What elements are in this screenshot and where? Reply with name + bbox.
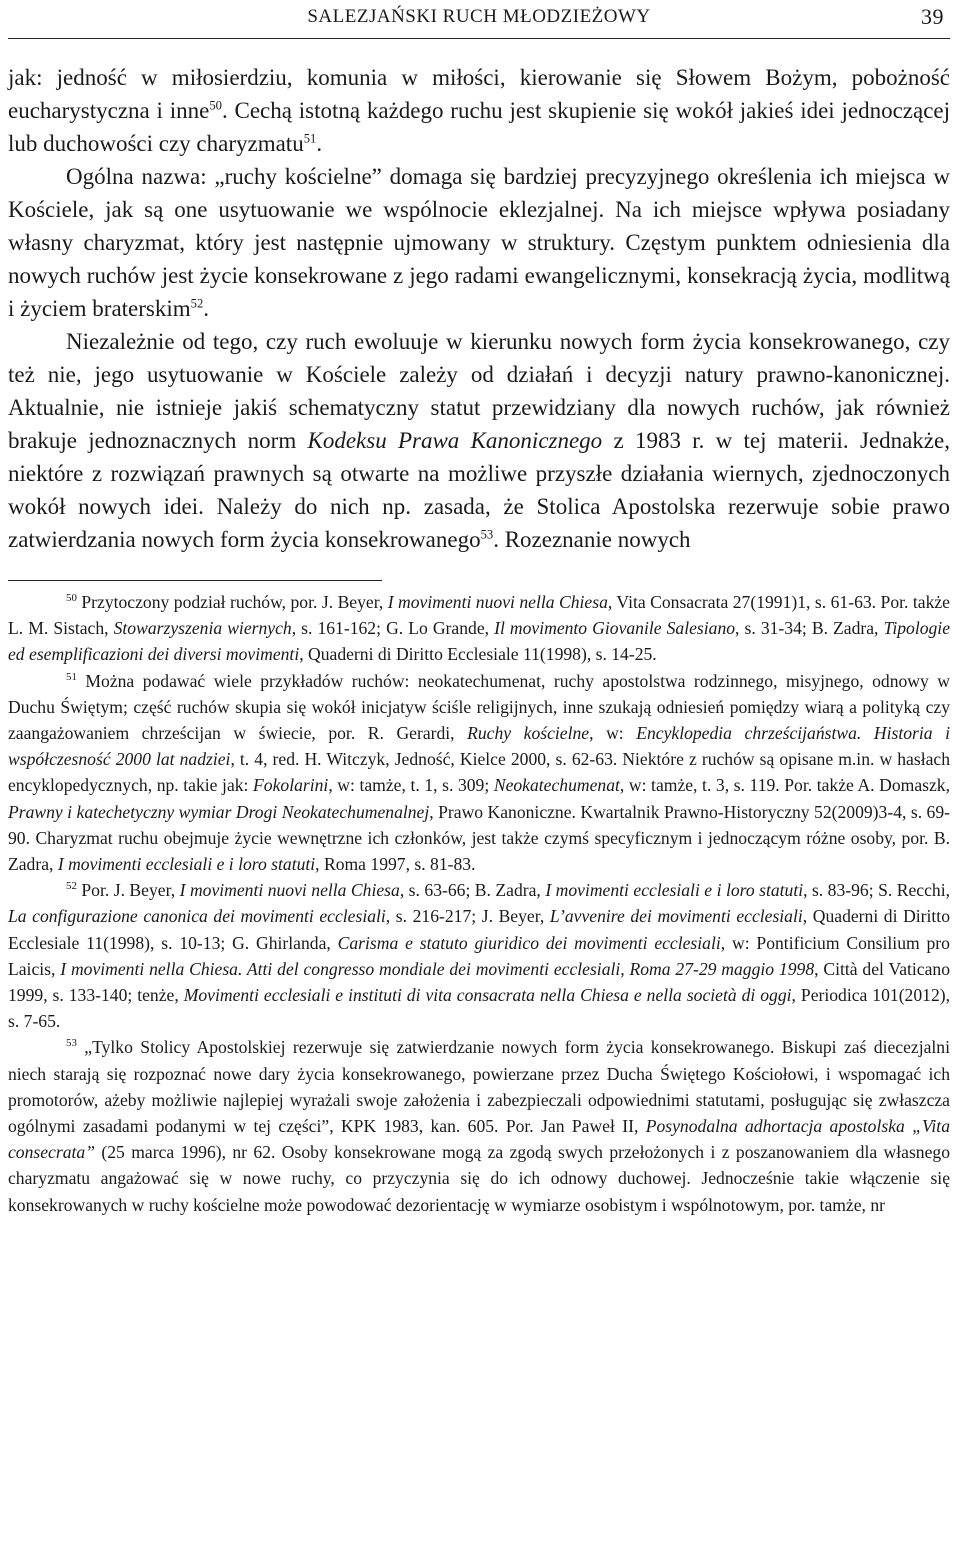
text-run: , w:	[589, 723, 637, 744]
paragraph	[8, 160, 950, 325]
text-run: , Quaderni di Diritto Ecclesiale 11(1998), s. 14-25.	[299, 644, 657, 665]
italic-run: Ruchy kościelne	[467, 723, 590, 744]
footnote-ref: 52	[190, 296, 204, 311]
text-run: .	[203, 296, 210, 321]
footnote-ref: 51	[303, 131, 317, 146]
page-number: 39	[921, 4, 944, 29]
footnote-ref: 50	[209, 98, 222, 113]
italic-run: Movimenti ecclesiali e instituti di vita consacrata nella Chiesa e nella società di oggi	[183, 985, 792, 1006]
text-run: Przytoczony podział ruchów, por. J. Beyer,	[76, 592, 388, 612]
book-page	[8, 0, 950, 1218]
italic-run: I movimenti nella Chiesa. Atti del congresso mondiale dei movimenti ecclesiali, Roma 27-29 maggio 1998	[60, 958, 815, 979]
footnote-52	[8, 877, 950, 1034]
footnotes	[8, 589, 950, 1218]
text-run: , Periodica 101(2012), s. 7-65.	[8, 985, 951, 1032]
footnote-ref: 53	[66, 1037, 77, 1050]
italic-run: I movimenti ecclesiali e i loro statuti	[545, 880, 804, 901]
italic-run: Fokolarini	[253, 775, 329, 796]
italic-run: I movimenti ecclesiali e i loro statuti	[57, 854, 316, 875]
footnote-51	[8, 668, 950, 878]
text-run: , s. 31-34; B. Zadra,	[735, 618, 884, 639]
text-run: Por. J. Beyer,	[76, 880, 180, 901]
italic-run: I movimenti nuovi nella Chiesa	[387, 592, 608, 612]
text-run: , Roma 1997, s. 81-83.	[315, 854, 476, 875]
main-text	[8, 61, 950, 556]
italic-run: Tipologie ed esemplificazioni dei diversi movimenti	[8, 618, 951, 665]
footnote-separator	[8, 580, 382, 581]
italic-run: Posynodalna adhortacja apostolska „Vita consecrata”	[8, 1116, 950, 1163]
footnote-50	[8, 589, 950, 668]
text-run: „Tylko Stolicy Apostolskiej rezerwuje się zatwierdzanie nowych form życia konsekrowanego. Biskupi zaś diecezjalni niech starają się rozpoznać nowe dary życia konsekrowanego, powierzane przez Ducha Świętego Kościołowi, i wspomagać ich promotorów, ażeby możliwie najlepiej wyrażali swoje założenia i zabezpieczali odpowiednimi statutami, posługując się zwłaszcza ogólnymi zasadami podanymi w tej części”, KPK 1983, kan. 605. Por. Jan Paweł II,	[8, 1037, 950, 1137]
text-run: , Vita Consacrata 27(1991)1, s. 61-63. Por. także L. M. Sistach,	[8, 592, 950, 639]
text-run: , s. 161-162; G. Lo Grande,	[291, 618, 495, 639]
text-run: , t. 4, red. H. Witczyk, Jedność, Kielce 2000, s. 62-63. Niektóre z ruchów są opisane m.in. w hasłach encyklopedycznych, np. takie jak:	[8, 749, 950, 796]
italic-run: Il movimento Giovanile Salesiano	[494, 618, 736, 639]
text-run: , Prawo Kanoniczne. Kwartalnik Prawno-Historyczny 52(2009)3-4, s. 69-90. Charyzmat ruchu obejmuje życie wewnętrzne ich członków, jest także czymś specyficznym i jednoczącym różne osoby, por. B. Zadra,	[8, 801, 950, 875]
italic-run: Carisma e statuto giuridico dei movimenti ecclesiali	[337, 932, 721, 953]
italic-run: Kodeksu Prawa Kanonicznego	[307, 428, 603, 453]
text-run: . Rozeznanie nowych	[493, 527, 691, 552]
text-run: , s. 216-217; J. Beyer,	[385, 906, 550, 927]
text-run: Można podawać wiele przykładów ruchów: neokatechumenat, ruchy apostolstwa rodzinnego, misyjnego, odnowy w Duchu Świętym; część ruchów skupia się wokół inicjatyw ściśle religijnych, inne szukają odniesień pomiędzy wiarą a polityką czy zaangażowaniem chrześcijan w świecie, por. R. Gerardi,	[8, 670, 950, 744]
footnote-ref: 51	[66, 670, 77, 683]
text-run: , w: tamże, t. 1, s. 309;	[328, 775, 494, 796]
text-run: , w: tamże, t. 3, s. 119. Por. także A. Domaszk,	[619, 775, 951, 796]
text-run: . Cechą istotną każdego ruchu jest skupienie się wokół jakieś idei jednoczącej lub duchowości czy charyzmatu	[8, 98, 950, 156]
running-header	[8, 0, 950, 39]
italic-run: Encyklopedia chrześcijaństwa. Historia i współczesność 2000 lat nadziei	[8, 723, 950, 770]
paragraph	[8, 325, 950, 556]
footnote-ref: 50	[66, 592, 77, 605]
italic-run: La configurazione canonica dei movimenti ecclesiali	[8, 906, 386, 927]
text-run: , Città del Vaticano 1999, s. 133-140; tenże,	[8, 958, 950, 1006]
running-header-title: SALEZJAŃSKI RUCH MŁODZIEŻOWY	[307, 6, 651, 27]
text-run: , s. 83-96; S. Recchi,	[803, 880, 950, 901]
text-run: z 1983 r. w tej materii. Jednakże, niektóre z rozwiązań prawnych są otwarte na możliwe przyszłe działania wiernych, zjednoczonych wokół nowych idei. Należy do nich np. zasada, że Stolica Apostolska rezerwuje sobie prawo zatwierdzania nowych form życia konsekrowanego	[8, 428, 950, 552]
text-run: Niezależnie od tego, czy ruch ewoluuje w kierunku nowych form życia konsekrowanego, czy też nie, jego usytuowanie w Kościele zależy od działań i decyzji natury prawno-kanonicznej. Aktualnie, nie istnieje jakiś schematyczny statut przewidziany dla nowych ruchów, jak również brakuje jednoznacznych norm	[8, 329, 950, 453]
italic-run: I movimenti nuovi nella Chiesa	[179, 880, 400, 901]
text-run: , Quaderni di Diritto Ecclesiale 11(1998), s. 10-13; G. Ghirlanda,	[8, 906, 950, 953]
text-run: , s. 63-66; B. Zadra,	[399, 880, 546, 901]
italic-run: L’avvenire dei movimenti ecclesiali	[549, 906, 803, 927]
text-run: .	[316, 131, 323, 156]
italic-run: Prawny i katechetyczny wymiar Drogi Neokatechumenalnej	[8, 801, 430, 822]
paragraph	[8, 61, 950, 160]
text-run: (25 marca 1996), nr 62. Osoby konsekrowane mogą za zgodą swych przełożonych i z poszanowaniem dla własnego charyzmatu angażować się w nowe ruchy, co przyczynia się do ich odnowy duchowej. Jednocześnie takie włączenie się konsekrowanych w ruchy kościelne może powodować dezorientację w wymiarze osobistym i wspólnotowym, por. tamże, nr	[8, 1142, 950, 1215]
footnote-ref: 52	[66, 880, 77, 893]
text-run: , w: Pontificium Consilium pro Laicis,	[8, 932, 950, 979]
italic-run: Stowarzyszenia wiernych	[113, 618, 292, 639]
italic-run: Neokatechumenat	[493, 775, 620, 796]
footnote-53	[8, 1034, 950, 1217]
footnote-ref: 53	[480, 527, 494, 542]
text-run: Ogólna nazwa: „ruchy kościelne” domaga się bardziej precyzyjnego określenia ich miejsca w Kościele, jak są one usytuowanie we wspólnocie eklezjalnej. Na ich miejsce wpływa posiadany własny charyzmat, który jest następnie ujmowany w struktury. Częstym punktem odniesienia dla nowych ruchów jest życie konsekrowane z jego radami ewangelicznymi, konsekracją życia, modlitwą i życiem braterskim	[8, 164, 950, 321]
text-run: jak: jedność w miłosierdziu, komunia w miłości, kierowanie się Słowem Bożym, pobożność eucharystyczna i inne	[8, 65, 950, 123]
